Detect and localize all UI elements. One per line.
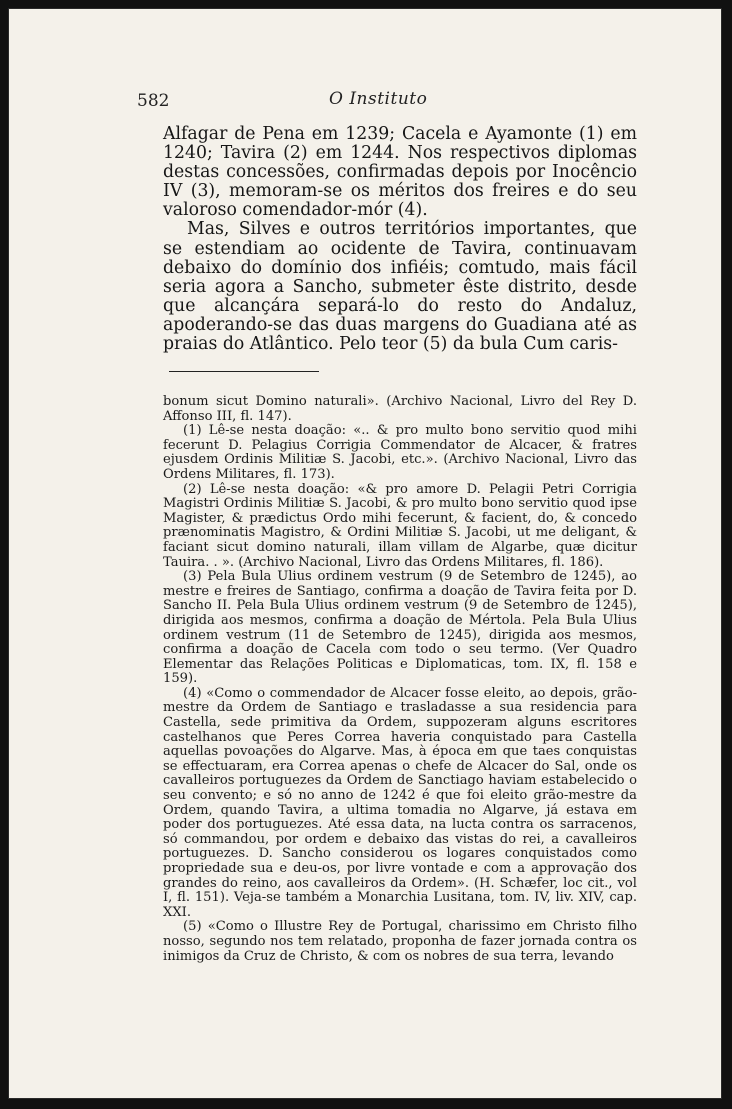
main-text	[163, 125, 637, 354]
footnote-continuation: bonum sicut Domino naturali». (Archivo Nacional, Livro del Rey D. Affonso III, fl. 147).	[163, 394, 637, 424]
footnotes	[163, 395, 637, 964]
book-page	[8, 8, 722, 1099]
running-title: O Instituto	[329, 89, 428, 109]
footnote-5: (5) «Como o Illustre Rey de Portugal, charissimo em Christo filho nosso, segundo nos tem relatado, proponha de fazer jornada contra os inimigos da Cruz de Christo, & com os nobres de sua terra, levando	[163, 919, 637, 964]
footnote-3: (3) Pela Bula Ulius ordinem vestrum (9 de Setembro de 1245), ao mestre e freires de Santiago, confirma a doação de Tavira feita por D. Sancho II. Pela Bula Ulius ordinem vestrum (9 de Setembro de 1245), dirigida aos mesmos, confirma a doação de Mértola. Pela Bula Ulius ordinem vestrum (11 de Setembro de 1245), dirigida aos mesmos, confirma a doação de Cacela com todo o seu termo. (Ver Quadro Elementar das Relações Politicas e Diplomaticas, tom. IX, fl. 158 e 159).	[163, 569, 637, 687]
footnote-separator-rule	[169, 371, 319, 372]
page-number: 582	[137, 91, 170, 111]
main-paragraph: Mas, Silves e outros territórios importantes, que se estendiam ao ocidente de Tavira, continuavam debaixo do domínio dos infiéis; comtudo, mais fácil seria agora a Sancho, submeter êste distrito, desde que alcançára separá-lo do resto do Andaluz, apoderando-se das duas margens do Guadiana até as praias do Atlântico. Pelo teor (5) da bula Cum caris-	[163, 219, 637, 355]
footnote-2: (2) Lê-se nesta doação: «& pro amore D. Pelagii Petri Corrigia Magistri Ordinis Militiæ S. Jacobi, & pro multo bono servitio quod ipse Magister, & prædictus Ordo mihi fecerunt, & facient, do, & concedo prænominatis Magistro, & Ordini Militiæ S. Jacobi, ut me deligant, & faciant sicut domino naturali, illam villam de Algarbe, quæ dicitur Tauira. . ». (Archivo Nacional, Livro das Ordens Militares, fl. 186).	[163, 481, 637, 570]
footnote-4: (4) «Como o commendador de Alcacer fosse eleito, ao depois, grão-mestre da Ordem de Santiago e trasladasse a sua residencia para Castella, sede primitiva da Ordem, suppozeram alguns escritores castelhanos que Peres Correa haveria conquistado para Castella aquellas povoações do Algarve. Mas, à época em que taes conquistas se effectuaram, era Correa apenas o chefe de Alcacer do Sal, onde os cavalleiros portuguezes da Ordem de Sanctiago haviam estabelecido o seu convento; e só no anno de 1242 é que foi eleito grão-mestre da Ordem, quando Tavira, a ultima tomadia no Algarve, já estava em poder dos portuguezes. Até essa data, na lucta contra os sarracenos, só commandou, por ordem e debaixo das vistas do rei, a cavalleiros portuguezes. D. Sancho considerou os logares conquistados como propriedade sua e deu-os, por livre vontade e com a approvação dos grandes do reino, aos cavalleiros da Ordem». (H. Schæfer, loc cit., vol I, fl. 151). Veja-se também a Monarchia Lusitana, tom. IV, liv. XIV, cap. XXI.	[163, 685, 637, 920]
page-header	[9, 85, 721, 115]
main-paragraph: Alfagar de Pena em 1239; Cacela e Ayamonte (1) em 1240; Tavira (2) em 1244. Nos respectivos diplomas destas concessões, confirmadas depois por Inocêncio IV (3), memoram-se os méritos dos freires e do seu valoroso comendador-mór (4).	[163, 124, 637, 221]
footnote-1: (1) Lê-se nesta doação: «.. & pro multo bono servitio quod mihi fecerunt D. Pelagius Corrigia Commendator de Alcacer, & fratres ejusdem Ordinis Militiæ S. Jacobi, etc.». (Archivo Nacional, Livro das Ordens Militares, fl. 173).	[163, 423, 637, 482]
